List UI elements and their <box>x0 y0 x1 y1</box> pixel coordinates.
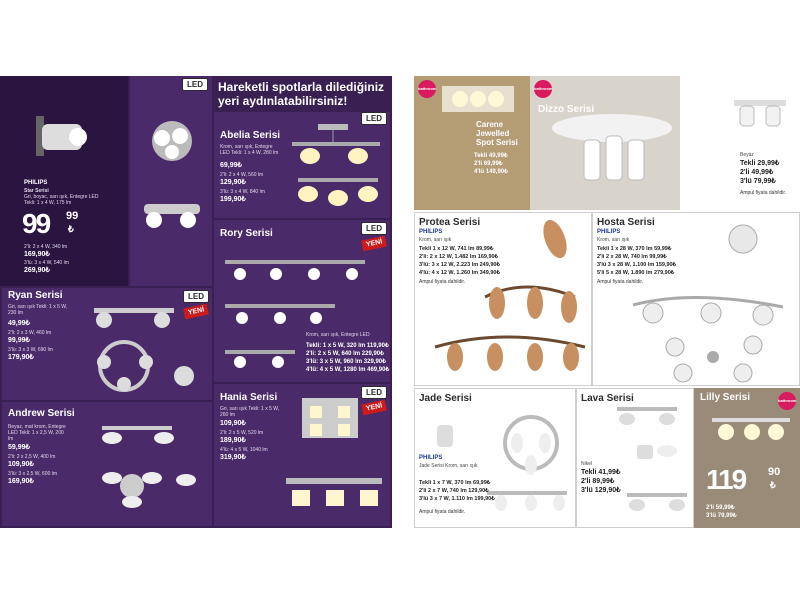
lilly-title: Lilly Serisi <box>700 392 751 403</box>
hero-led-tag: LED <box>182 78 208 91</box>
hania-price-1: 109,90₺ <box>220 420 246 427</box>
right-page <box>414 76 800 528</box>
lilly-price-dec: 90 <box>768 466 781 478</box>
lava-title: Lava Serisi <box>581 393 634 404</box>
andrew-price-2: 109,90₺ <box>8 461 34 468</box>
catalog-spread <box>0 76 800 528</box>
jade-price-3: 3'lü 3 x 7 W, 1.110 lm 199,90₺ <box>419 496 495 502</box>
andrew-price-3: 169,90₺ <box>8 478 34 485</box>
white-spot-price-1: Tekli 29,99₺ <box>740 160 780 167</box>
hania-new-tag: YENİ <box>361 400 387 416</box>
left-page <box>0 76 392 528</box>
protea-desc: Krom, sarı ışık <box>419 237 452 243</box>
hosta-price-2: 2'li 2 x 28 W, 740 lm 99,99₺ <box>597 254 667 260</box>
hania-price-2: 189,90₺ <box>220 437 246 444</box>
rory-price-2: 2'li: 2 x 5 W, 640 lm 229,90₺ <box>306 351 384 357</box>
white-spot-price-3: 3'lü 79,99₺ <box>740 178 776 185</box>
lilly-price-3lu: 3'lü 79,99₺ <box>706 513 737 519</box>
rory-led-tag: LED <box>361 222 387 235</box>
jade-brand: PHILIPS <box>419 455 443 461</box>
hero-product-panel <box>130 76 212 286</box>
carene-panel <box>414 76 530 210</box>
protea-panel <box>414 212 592 386</box>
headline: Hareketli spotlarla dilediğiniz yeri aydınlatabilirsiniz! <box>218 80 385 108</box>
carene-title: Carene Jewelled Spot Serisi <box>476 120 518 147</box>
lava-lamp-image <box>597 399 691 524</box>
hero-panel <box>0 76 128 286</box>
hosta-price-3: 3'lü 3 x 28 W, 1.100 lm 159,90₺ <box>597 262 677 268</box>
white-spot-desc: Beyaz <box>740 152 754 158</box>
protea-title: Protea Serisi <box>419 217 481 228</box>
white-spot-lamp-image <box>730 88 790 153</box>
hero-desc: Gri, boyac, sarı ışık, Entegre LED Tekli: 1 x 4 W, 175 lm <box>24 194 99 206</box>
ryan-panel <box>2 288 212 400</box>
hosta-brand: PHILIPS <box>597 229 621 235</box>
carene-price-2: 2'li 69,99₺ <box>474 161 503 167</box>
ryan-price-2: 99,99₺ <box>8 337 30 344</box>
rory-price-4: 4'lü: 4 x 5 W, 1280 lm 469,90₺ <box>306 367 390 373</box>
abelia-lamp-image <box>288 122 388 218</box>
andrew-var-1: 2'li: 2 x 2,5 W, 400 lm <box>8 454 56 460</box>
protea-price-4: 4'lü: 4 x 12 W, 1.260 lm 349,90₺ <box>419 270 500 276</box>
ryan-var-1: 2'li: 2 x 3 W, 460 lm <box>8 330 52 336</box>
hania-var-1: 2'li: 2 x 5 W, 520 lm <box>220 430 264 436</box>
rory-title: Rory Serisi <box>220 228 273 239</box>
hero-brand: PHILIPS <box>24 180 48 186</box>
hero-lamp-image <box>30 106 90 176</box>
abelia-desc: Krom, sarı ışık, Entegre LED Tekli: 1 x 4 W, 280 lm <box>220 144 279 156</box>
lava-price-3: 3'lü 129,90₺ <box>581 487 621 494</box>
andrew-price-1: 59,99₺ <box>8 444 30 451</box>
hero-name: Star Serisi <box>24 188 49 194</box>
hania-led-tag: LED <box>361 386 387 399</box>
lava-price-2: 2'li 89,99₺ <box>581 478 615 485</box>
hero-triple-spot-image <box>142 116 202 171</box>
abelia-var-1: 2'li: 2 x 4 W, 560 lm <box>220 172 264 178</box>
hero-currency: ₺ <box>68 224 74 234</box>
hosta-desc: Krom, sarı ışık <box>597 237 630 243</box>
hero-price-dec: 99 <box>66 210 79 222</box>
protea-note: Ampul fiyata dahildir. <box>419 279 466 285</box>
ryan-lamp-image <box>74 296 204 400</box>
andrew-title: Andrew Serisi <box>8 408 75 419</box>
ryan-led-tag: LED <box>183 290 209 303</box>
hero-variant-price-2: 269,90₺ <box>24 267 50 274</box>
protea-brand: PHILIPS <box>419 229 443 235</box>
abelia-led-tag: LED <box>361 112 387 125</box>
hero-variant-2: 3'lü: 3 x 4 W, 540 lm <box>24 260 69 266</box>
rory-new-tag: YENİ <box>361 236 387 252</box>
jade-note: Ampul fiyata dahildir. <box>419 509 466 515</box>
lilly-price-2li: 2'li 59,99₺ <box>706 505 735 511</box>
ryan-desc: Gri, sarı ışık Tekli: 1 x 5 W, 230 lm <box>8 304 68 316</box>
ryan-price-1: 49,99₺ <box>8 320 30 327</box>
abelia-price-2: 129,90₺ <box>220 179 246 186</box>
hosta-lamp-image <box>603 217 799 386</box>
carene-price-1: Tekli 49,99₺ <box>474 153 508 159</box>
lilly-price-int: 119 <box>706 464 746 495</box>
jade-price-2: 2'li 2 x 7 W, 740 lm 129,90₺ <box>419 488 489 494</box>
hosta-price-1: Tekli 1 x 28 W, 370 lm 59,99₺ <box>597 246 672 252</box>
hania-title: Hania Serisi <box>220 392 278 403</box>
hero-variant-price-1: 169,90₺ <box>24 251 50 258</box>
carene-price-3: 4'lü 149,90₺ <box>474 169 508 175</box>
lilly-lamp-image <box>708 410 794 455</box>
hero-double-spot-image <box>140 196 204 241</box>
lava-desc: Nikel <box>581 461 593 467</box>
brand-badge: bathroom <box>418 80 436 98</box>
white-spot-price-2: 2'li 49,99₺ <box>740 169 774 176</box>
rory-desc: Krom, sarı ışık, Entegre LED <box>306 332 370 338</box>
jade-price-1: Tekli 1 x 7 W, 370 lm 69,99₺ <box>419 480 491 486</box>
lilly-currency: ₺ <box>770 480 776 490</box>
andrew-desc: Beyaz, mat krom, Entegre LED Tekli: 1 x 2,5 W, 200 lm <box>8 424 66 442</box>
hania-var-2: 4'lü: 4 x 5 W, 1040 lm <box>220 447 268 453</box>
ryan-var-2: 3'lü: 3 x 3 W, 690 lm <box>8 347 53 353</box>
abelia-price-3: 199,90₺ <box>220 196 246 203</box>
white-spot-panel <box>680 76 800 210</box>
andrew-lamp-image <box>82 416 202 521</box>
brand-badge-3: bathroom <box>778 392 796 410</box>
white-spot-note: Ampul fiyata dahildir. <box>740 190 787 196</box>
hania-panel <box>214 384 390 526</box>
hosta-note: Ampul fiyata dahildir. <box>597 279 644 285</box>
hania-price-3: 319,90₺ <box>220 454 246 461</box>
protea-price-2: 2'li: 2 x 12 W, 1.482 lm 169,90₺ <box>419 254 499 260</box>
hosta-title: Hosta Serisi <box>597 217 655 228</box>
ryan-title: Ryan Serisi <box>8 290 63 301</box>
hero-variant-1: 2'li: 2 x 4 W, 340 lm <box>24 244 68 250</box>
jade-panel <box>414 388 576 528</box>
rory-price-3: 3'lü: 3 x 5 W, 960 lm 329,90₺ <box>306 359 386 365</box>
lava-price-1: Tekli 41,99₺ <box>581 469 621 476</box>
abelia-title: Abelia Serisi <box>220 130 281 141</box>
rory-panel <box>214 220 390 382</box>
jade-desc: Jade Serisi Krom, sarı ışık <box>419 463 478 469</box>
hania-lamp-image <box>282 394 386 526</box>
abelia-var-2: 3'lü: 3 x 4 W, 840 lm <box>220 189 265 195</box>
dizzo-title: Dizzo Serisi <box>538 104 595 115</box>
protea-lamp-image <box>425 217 591 386</box>
abelia-panel <box>214 112 390 218</box>
brand-badge-2: bathroom <box>534 80 552 98</box>
andrew-var-2: 3'lü: 3 x 2,5 W, 600 lm <box>8 471 58 477</box>
carene-lamp-image <box>438 82 518 123</box>
abelia-price-1: 69,99₺ <box>220 162 242 169</box>
hero-price-int: 99 <box>22 208 50 239</box>
dizzo-panel <box>530 76 680 210</box>
protea-price-1: Tekli 1 x 12 W, 741 lm 89,99₺ <box>419 246 494 252</box>
lava-panel <box>576 388 694 528</box>
rory-price-1: Tekli: 1 x 5 W, 320 lm 119,90₺ <box>306 343 389 349</box>
dizzo-lamp-image <box>550 100 674 210</box>
ryan-price-3: 179,90₺ <box>8 354 34 361</box>
ryan-new-tag: YENİ <box>183 304 209 320</box>
jade-title: Jade Serisi <box>419 393 472 404</box>
protea-price-3: 3'lü: 3 x 12 W, 2.223 lm 249,90₺ <box>419 262 500 268</box>
andrew-panel <box>2 402 212 526</box>
lilly-panel <box>694 388 800 528</box>
hania-desc: Gri, sarı ışık Tekli: 1 x 5 W, 260 lm <box>220 406 280 418</box>
hosta-panel <box>592 212 800 386</box>
hosta-price-4: 5'li 5 x 28 W, 1.890 lm 279,90₺ <box>597 270 675 276</box>
